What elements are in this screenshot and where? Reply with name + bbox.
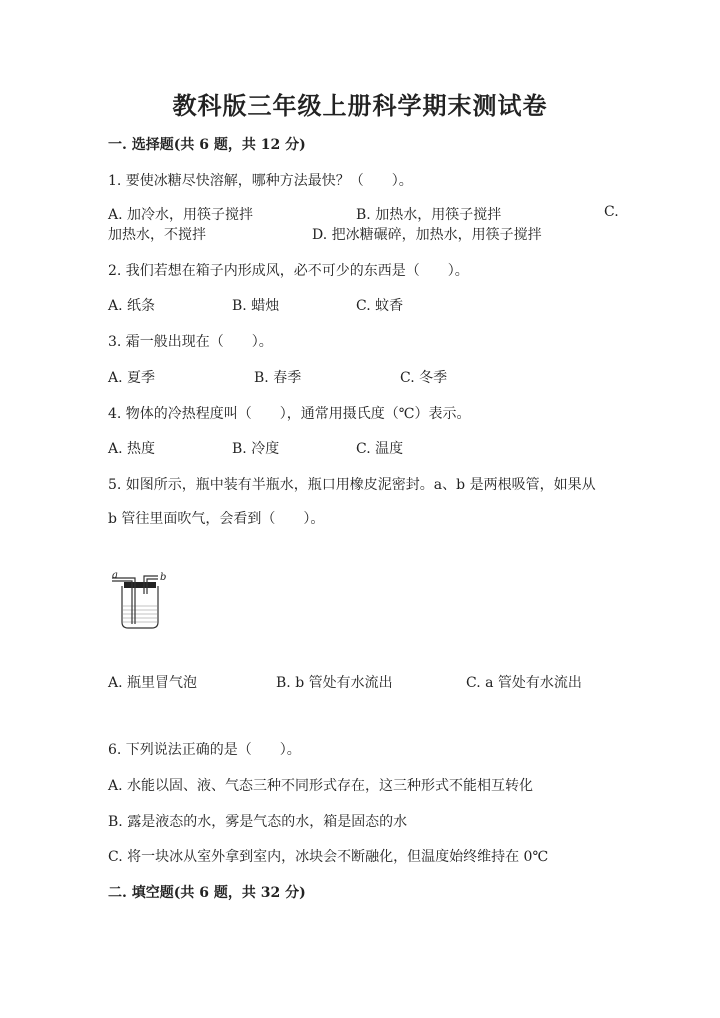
q4-option-b: B. 冷度 <box>232 441 280 457</box>
q2-option-a: A. 纸条 <box>108 298 156 314</box>
q5-option-c: C. a 管处有水流出 <box>466 675 582 691</box>
page-title: 教科版三年级上册科学期末测试卷 <box>172 91 548 120</box>
q2-option-c: C. 蚊香 <box>356 298 404 314</box>
q1-option-b: B. 加热水，用筷子搅拌 <box>356 207 502 223</box>
q3-option-c: C. 冬季 <box>400 370 448 386</box>
q3-stem: 3. 霜一般出现在（ ）。 <box>108 334 273 350</box>
section-heading-choice: 一. 选择题(共 6 题，共 12 分) <box>108 137 306 153</box>
rubber-stopper <box>124 582 156 588</box>
q4-option-a: A. 热度 <box>108 441 156 457</box>
water-fill <box>123 606 157 622</box>
q4-option-c: C. 温度 <box>356 441 404 457</box>
q1-stem: 1. 要使冰糖尽快溶解，哪种方法最快？（ ）。 <box>108 173 413 189</box>
q6-option-b: B. 露是液态的水，雾是气态的水，箱是固态的水 <box>108 814 408 830</box>
q1-option-a: A. 加冷水，用筷子搅拌 <box>108 207 254 223</box>
q2-stem: 2. 我们若想在箱子内形成风，必不可少的东西是（ ）。 <box>108 263 469 279</box>
tube-b-label: b <box>160 572 167 583</box>
q6-stem: 6. 下列说法正确的是（ ）。 <box>108 742 301 758</box>
q5-stem-line2: b 管往里面吹气，会看到（ ）。 <box>108 511 325 527</box>
tube-a-label: a <box>112 570 118 581</box>
q1-option-c: 加热水，不搅拌 <box>108 227 206 243</box>
q3-option-a: A. 夏季 <box>108 370 156 386</box>
q1-option-c-label: C. <box>604 204 619 220</box>
q6-option-c: C. 将一块冰从室外拿到室内，冰块会不断融化，但温度始终维持在 0℃ <box>108 849 549 865</box>
q4-stem: 4. 物体的冷热程度叫（ ），通常用摄氏度（℃）表示。 <box>108 406 471 422</box>
q5-option-a: A. 瓶里冒气泡 <box>108 675 198 691</box>
q2-option-b: B. 蜡烛 <box>232 298 280 314</box>
q3-option-b: B. 春季 <box>254 370 302 386</box>
q5-stem-line1: 5. 如图所示，瓶中装有半瓶水，瓶口用橡皮泥密封。a、b 是两根吸管，如果从 <box>108 477 596 493</box>
q6-option-a: A. 水能以固、液、气态三种不同形式存在，这三种形式不能相互转化 <box>108 778 534 794</box>
q1-option-d: D. 把冰糖碾碎，加热水，用筷子搅拌 <box>312 227 542 243</box>
q5-option-b: B. b 管处有水流出 <box>276 675 393 691</box>
section-heading-fill: 二. 填空题(共 6 题，共 32 分) <box>108 885 306 901</box>
